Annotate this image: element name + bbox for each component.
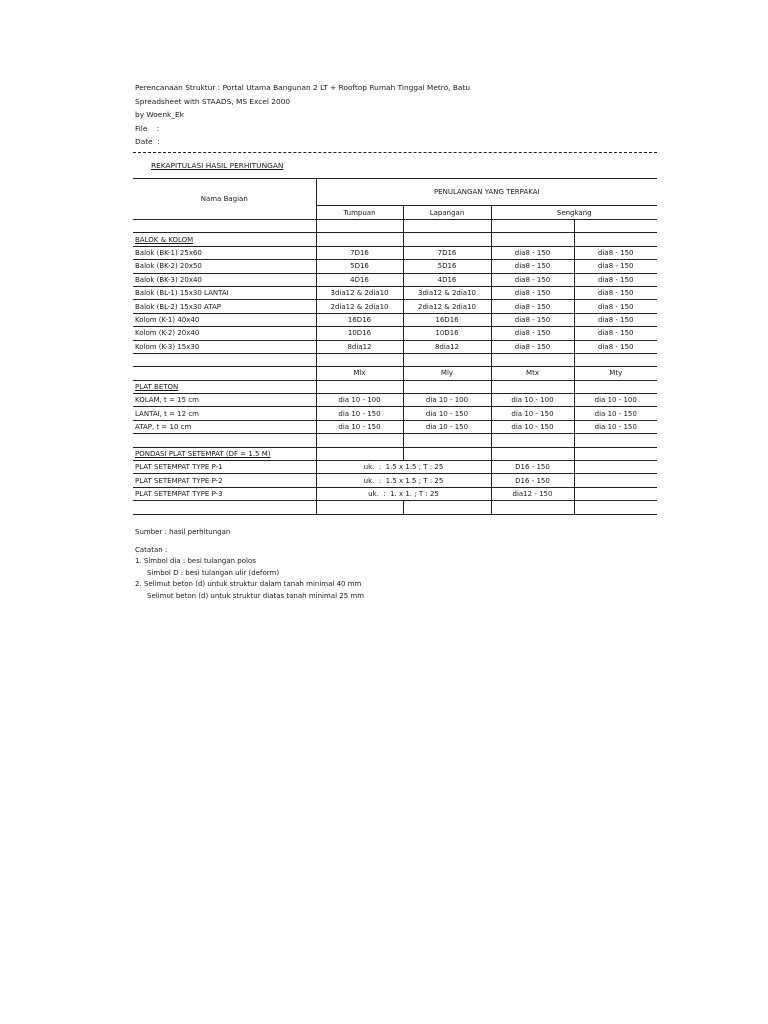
cell-mtx: dia 10 - 150 <box>491 407 574 420</box>
table-row <box>133 300 657 313</box>
cell-mly: dia 10 - 100 <box>403 394 491 407</box>
cell-mlx: dia 10 - 150 <box>316 407 403 420</box>
cell-mtx: dia 10 - 100 <box>491 394 574 407</box>
cell-sengkang-1: dia8 - 150 <box>491 246 574 259</box>
cell-lapangan: 7D16 <box>403 246 491 259</box>
cell-sengkang-1: dia8 - 150 <box>491 300 574 313</box>
cell-tumpuan: 7D16 <box>316 246 403 259</box>
cell-sengkang-2: dia8 - 150 <box>574 273 657 286</box>
header-project-line: Perencanaan Struktur : Portal Utama Bangunan 2 LT + Rooftop Rumah Tinggal Metro, Batu <box>135 83 471 92</box>
table-row <box>133 286 657 299</box>
cell-mly: dia 10 - 150 <box>403 407 491 420</box>
cell-sengkang-2: dia8 - 150 <box>574 327 657 340</box>
row-name: KOLAM, t = 15 cm <box>135 396 199 405</box>
cell-tumpuan: 4D16 <box>316 273 403 286</box>
cell-tulangan: D16 - 150 <box>491 474 574 487</box>
row-name: Balok (BK-2) 20x50 <box>135 262 202 271</box>
cell-tumpuan: 5D16 <box>316 260 403 273</box>
cell-sengkang-2: dia8 - 150 <box>574 340 657 353</box>
table-row <box>133 380 657 393</box>
cell-lapangan: 3dia12 & 2dia10 <box>403 286 491 299</box>
table-row <box>133 367 657 380</box>
note-item: 1. Simbol dia : besi tulangan polos <box>135 557 256 565</box>
table-row <box>133 273 657 286</box>
row-name: PLAT SETEMPAT TYPE P-2 <box>135 476 223 485</box>
cell-mtx: dia 10 - 150 <box>491 420 574 433</box>
note-item: 2. Selimut beton (d) untuk struktur dalam tanah minimal 40 mm <box>135 580 362 588</box>
cell-mty: dia 10 - 100 <box>574 394 657 407</box>
cell-lapangan: 5D16 <box>403 260 491 273</box>
cell-sengkang-1: dia8 - 150 <box>491 327 574 340</box>
source-note: Sumber : hasil perhitungan <box>135 528 231 536</box>
note-item: Simbol D : besi tulangan ulir (deform) <box>147 568 280 577</box>
cell-sengkang-2: dia8 - 150 <box>574 313 657 326</box>
row-name: Kolom (K-3) 15x30 <box>135 342 200 351</box>
header-tumpuan: Tumpuan <box>316 206 403 220</box>
table-row <box>133 246 657 259</box>
cell-sengkang-1: dia8 - 150 <box>491 273 574 286</box>
row-name: Balok (BL-1) 15x30 LANTAI <box>135 289 229 298</box>
row-name: ATAP, t = 10 cm <box>135 423 192 432</box>
cell-tumpuan: 16D16 <box>316 313 403 326</box>
cell-sengkang-1: dia8 - 150 <box>491 313 574 326</box>
note-item: Selimut beton (d) untuk struktur diatas tanah minimal 25 mm <box>147 591 365 600</box>
header-sengkang: Sengkang <box>491 206 657 220</box>
cell-lapangan: 10D16 <box>403 327 491 340</box>
recap-table <box>133 178 657 515</box>
row-name: PLAT SETEMPAT TYPE P-3 <box>135 490 223 498</box>
cell-ukuran: uk. : 1.5 x 1.5 ; T : 25 <box>316 461 491 474</box>
notes-section <box>135 527 364 602</box>
cell-sengkang-1: dia8 - 150 <box>491 260 574 273</box>
cell-lapangan: 8dia12 <box>403 340 491 353</box>
cell-sengkang-2: dia8 - 150 <box>574 286 657 299</box>
table-row <box>133 260 657 273</box>
header-mtx: Mtx <box>491 367 574 380</box>
table-row <box>133 487 657 500</box>
header-lapangan: Lapangan <box>403 206 491 220</box>
header-mly: Mly <box>403 367 491 380</box>
section-balok-kolom: BALOK & KOLOM <box>135 235 194 244</box>
cell-mlx: dia 10 - 150 <box>316 420 403 433</box>
table-row <box>133 461 657 474</box>
notes-heading: Catatan : <box>135 545 168 554</box>
table-row <box>133 394 657 407</box>
table-row <box>133 340 657 353</box>
row-name: Balok (BK-3) 20x40 <box>135 275 202 284</box>
table-row <box>133 313 657 326</box>
row-name: PLAT SETEMPAT TYPE P-1 <box>135 463 223 472</box>
cell-sengkang-1: dia8 - 150 <box>491 340 574 353</box>
section-title: REKAPITULASI HASIL PERHITUNGAN <box>151 161 284 170</box>
cell-mty: dia 10 - 150 <box>574 407 657 420</box>
section-plat-beton: PLAT BETON <box>135 382 179 391</box>
cell-tumpuan: 3dia12 & 2dia10 <box>316 286 403 299</box>
cell-tumpuan: 8dia12 <box>316 340 403 353</box>
cell-sengkang-1: dia8 - 150 <box>491 286 574 299</box>
table-row <box>133 501 657 514</box>
cell-sengkang-2: dia8 - 150 <box>574 246 657 259</box>
cell-mty: dia 10 - 150 <box>574 420 657 433</box>
cell-sengkang-2: dia8 - 150 <box>574 300 657 313</box>
header-penulangan: PENULANGAN YANG TERPAKAI <box>316 179 657 206</box>
row-name: Kolom (K-1) 40x40 <box>135 315 200 324</box>
cell-lapangan: 16D16 <box>403 313 491 326</box>
table-row <box>133 353 657 366</box>
table-row <box>133 420 657 433</box>
cell-tulangan: dia12 - 150 <box>491 487 574 500</box>
table-row <box>133 327 657 340</box>
header-nama-bagian: Nama Bagian <box>133 179 316 220</box>
cell-tumpuan: 10D16 <box>316 327 403 340</box>
header-software-line: Spreadsheet with STAADS, MS Excel 2000 <box>135 96 291 106</box>
cell-ukuran: uk. : 1.5 x 1.5 ; T : 25 <box>316 474 491 487</box>
header-file-line: File : <box>135 123 160 133</box>
table-row <box>133 447 657 460</box>
table-row <box>133 434 657 447</box>
table-header-row <box>133 179 657 206</box>
cell-mlx: dia 10 - 100 <box>316 394 403 407</box>
table-row <box>133 474 657 487</box>
table-row <box>133 220 657 233</box>
row-name: LANTAI, t = 12 cm <box>135 409 199 418</box>
dashed-divider <box>133 152 657 153</box>
row-name: Balok (BL-2) 15x30 ATAP <box>135 302 222 311</box>
header-mlx: Mlx <box>316 367 403 380</box>
row-name: Kolom (K-2) 20x40 <box>135 329 200 338</box>
cell-lapangan: 2dia12 & 2dia10 <box>403 300 491 313</box>
document-header <box>135 81 470 149</box>
table-row <box>133 407 657 420</box>
cell-mly: dia 10 - 150 <box>403 420 491 433</box>
cell-tulangan: D16 - 150 <box>491 461 574 474</box>
cell-tumpuan: 2dia12 & 2dia10 <box>316 300 403 313</box>
row-name: Balok (BK-1) 25x60 <box>135 248 202 257</box>
cell-ukuran: uk. : 1. x 1. ; T : 25 <box>316 487 491 500</box>
cell-lapangan: 4D16 <box>403 273 491 286</box>
section-pondasi: PONDASI PLAT SETEMPAT (DF = 1.5 M) <box>135 449 271 458</box>
header-date-line: Date : <box>135 137 160 147</box>
cell-sengkang-2: dia8 - 150 <box>574 260 657 273</box>
header-mty: Mty <box>574 367 657 380</box>
header-author-line: by Woenk_Ek <box>135 110 184 120</box>
table-row <box>133 233 657 246</box>
